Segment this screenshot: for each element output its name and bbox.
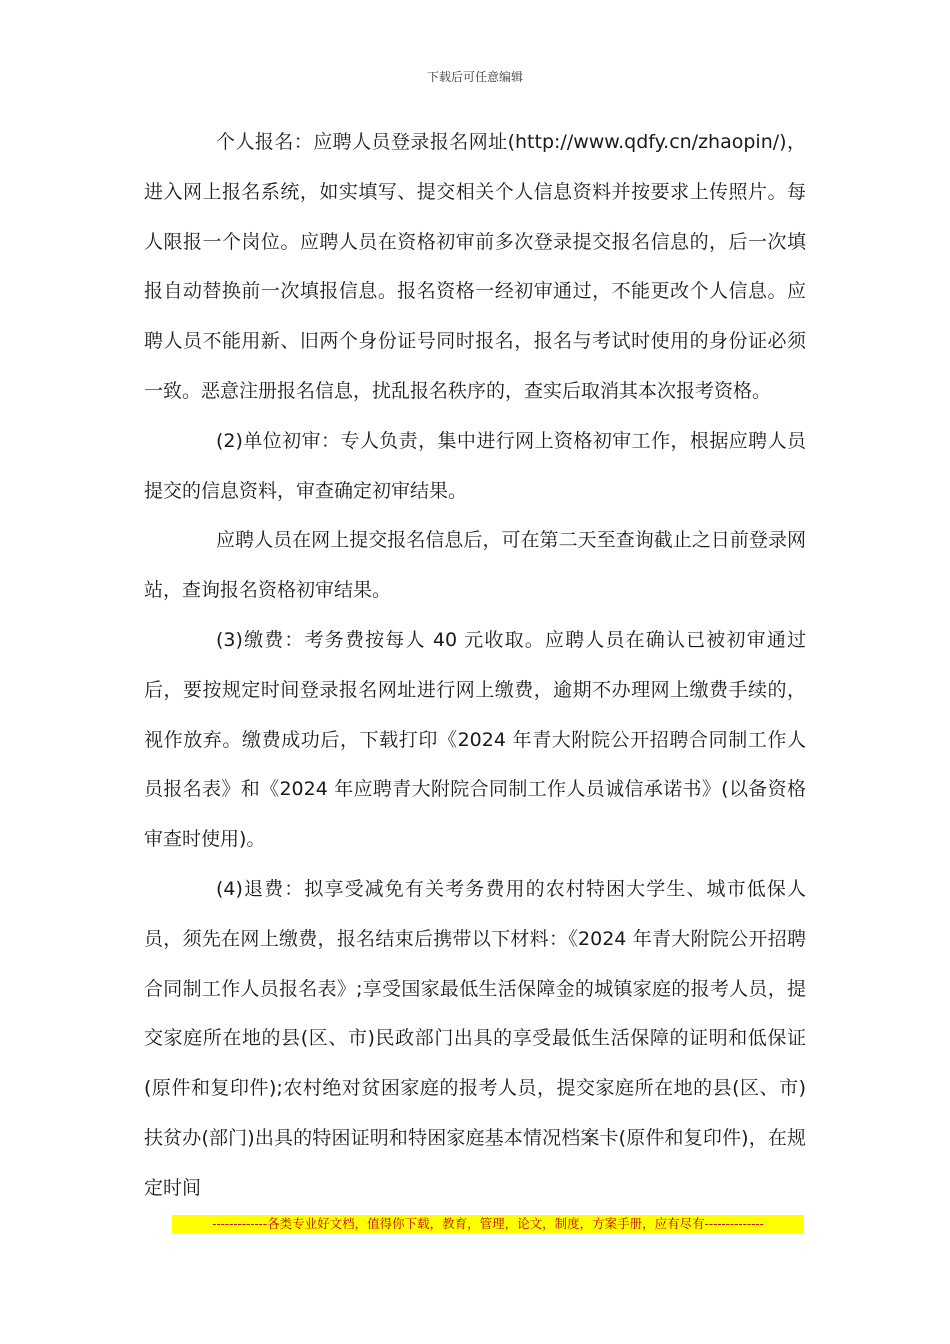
paragraph-initial-review: (2)单位初审：专人负责，集中进行网上资格初审工作，根据应聘人员提交的信息资料，审查确定初审结果。 <box>144 429 806 502</box>
page-footer-banner: -------------各类专业好文档，值得你下载，教育，管理，论文，制度，方案手册，应有尽有-------------- <box>172 1215 804 1233</box>
paragraph-personal-registration: 个人报名：应聘人员登录报名网址(http://www.qdfy.cn/zhaopin/)，进入网上报名系统，如实填写、提交相关个人信息资料并按要求上传照片。每人限报一个岗位。应聘人员在资格初审前多次登录提交报名信息的，后一次填报自动替换前一次填报信息。报名资格一经初审通过，不能更改个人信息。应聘人员不能用新、旧两个身份证号同时报名，报名与考试时使用的身份证必须一致。恶意注册报名信息，扰乱报名秩序的，查实后取消其本次报考资格。 <box>144 131 806 402</box>
page-header: 下载后可任意编辑 <box>426 70 523 84</box>
document-body <box>144 118 806 1214</box>
paragraph-payment: (3)缴费：考务费按每人 40 元收取。应聘人员在确认已被初审通过后，要按规定时间登录报名网址进行网上缴费，逾期不办理网上缴费手续的，视作放弃。缴费成功后，下载打印《2024 年青大附院公开招聘合同制工作人员报名表》和《2024 年应聘青大附院合同制工作人员诚信承诺书》(以备资格审查时使用)。 <box>144 628 806 851</box>
paragraph-review-query: 应聘人员在网上提交报名信息后，可在第二天至查询截止之日前登录网站，查询报名资格初审结果。 <box>144 529 806 602</box>
paragraph-refund: (4)退费：拟享受减免有关考务费用的农村特困大学生、城市低保人员，须先在网上缴费，报名结束后携带以下材料：《2024 年青大附院公开招聘合同制工作人员报名表》;享受国家最低生活保障金的城镇家庭的报考人员，提交家庭所在地的县(区、市)民政部门出具的享受最低生活保障的证明和低保证(原件和复印件);农村绝对贫困家庭的报考人员，提交家庭所在地的县(区、市)扶贫办(部门)出具的特困证明和特困家庭基本情况档案卡(原件和复印件)，在规定时间 <box>144 877 806 1199</box>
